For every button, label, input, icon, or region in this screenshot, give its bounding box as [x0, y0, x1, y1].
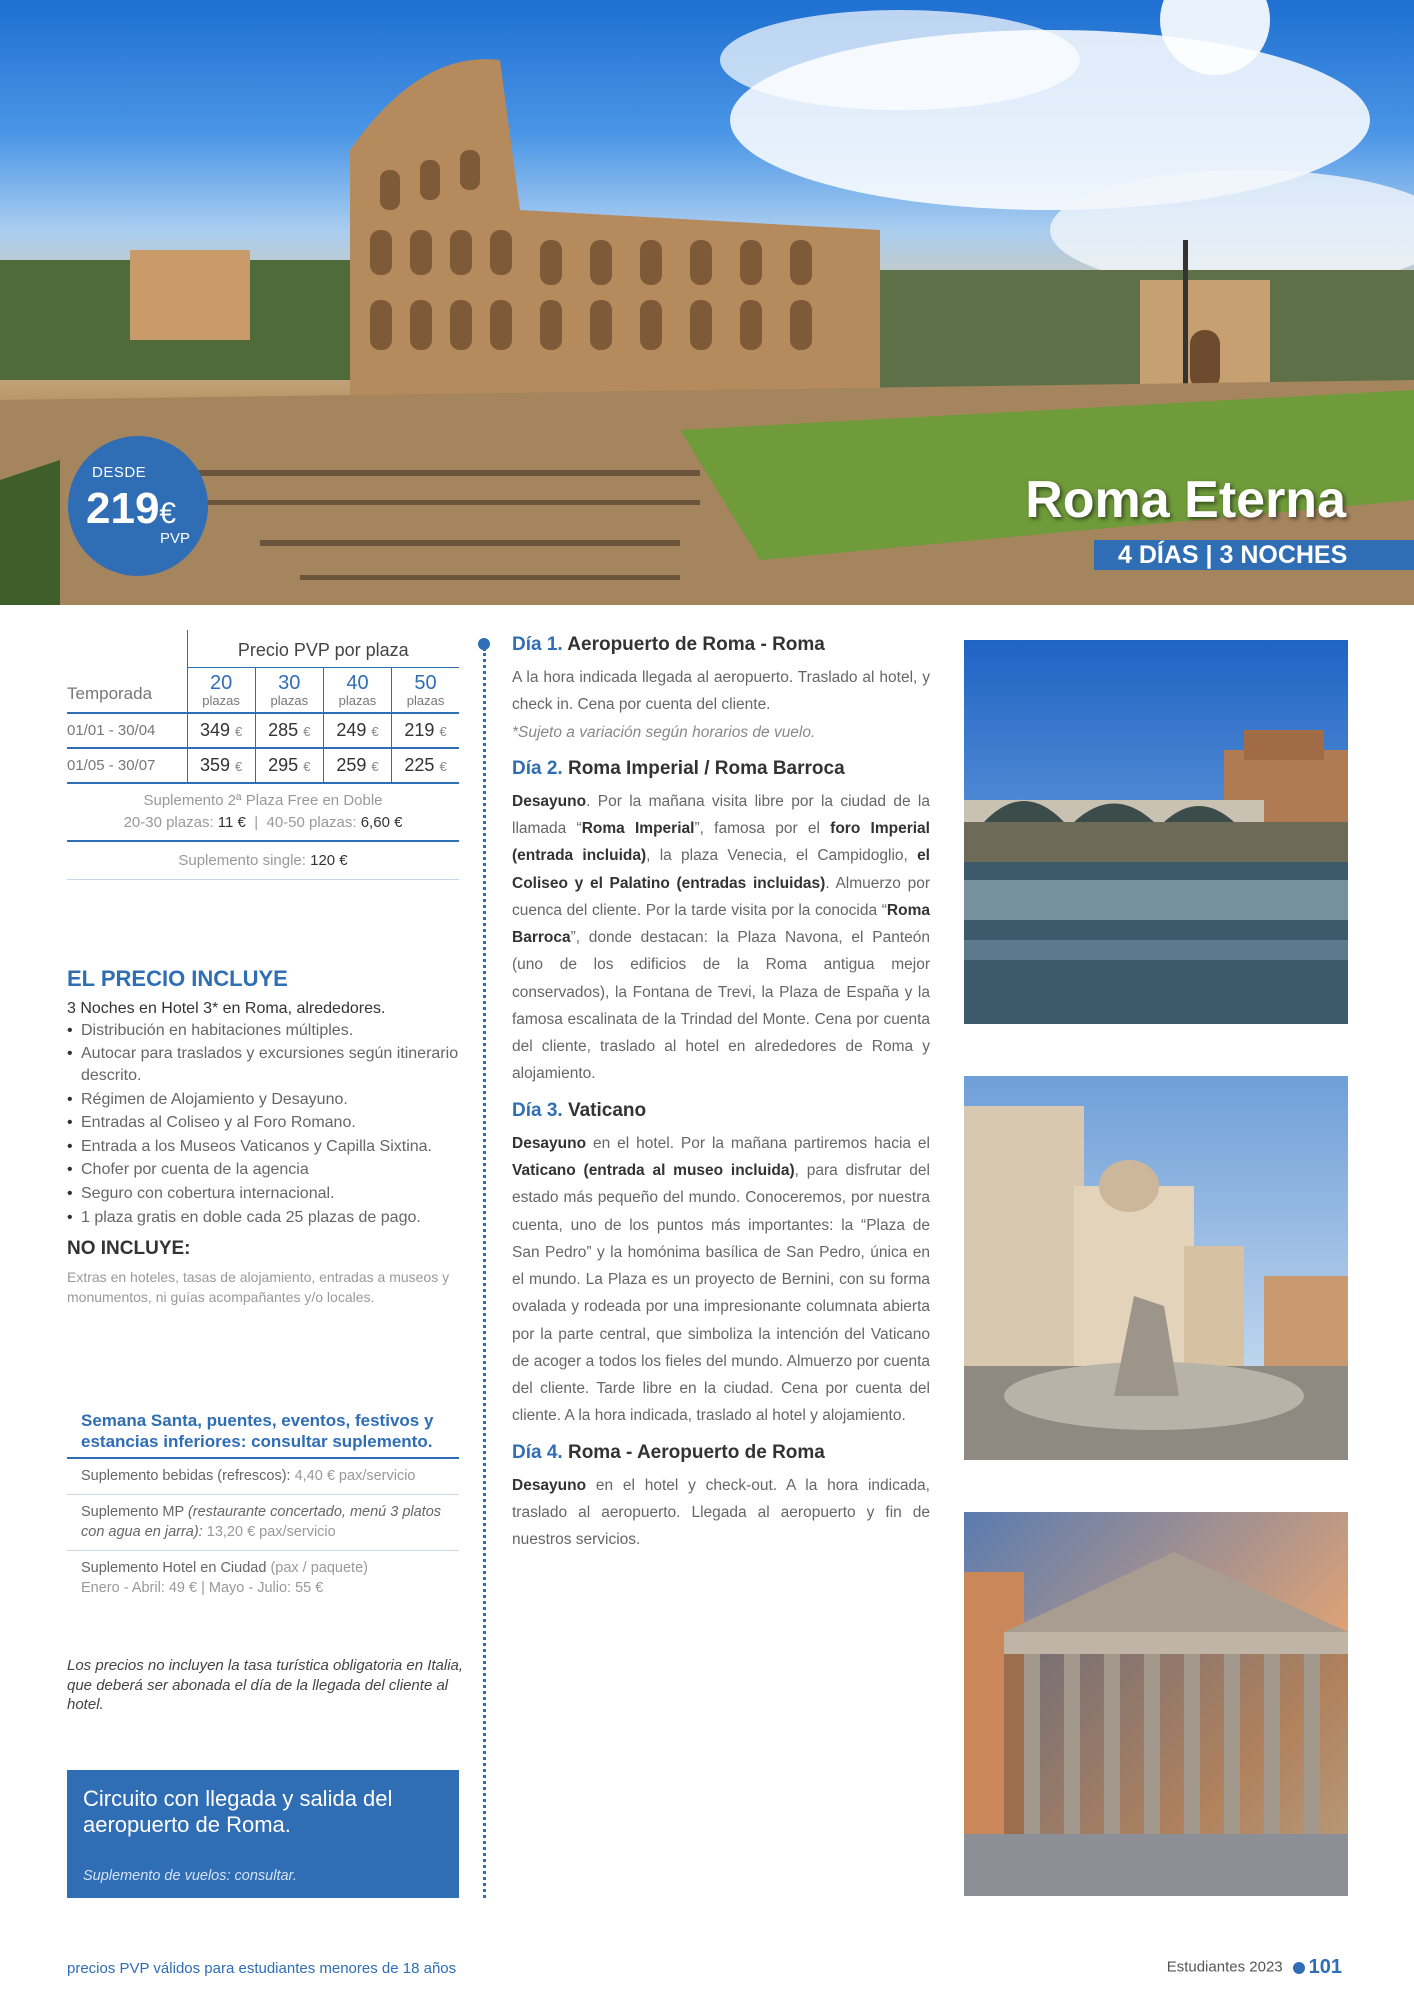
- left-column: [67, 630, 459, 1307]
- extras-table: [67, 1410, 459, 1606]
- column-40: 40 plazas: [323, 668, 391, 714]
- season-dates: 01/05 - 30/07: [67, 748, 187, 783]
- badge-pvp: PVP: [159, 530, 190, 547]
- day-title: Día 2. Roma Imperial / Roma Barroca: [512, 757, 845, 779]
- day-text: Desayuno. Por la mañana visita libre por la ciudad de la llamada “Roma Imperial”, famosa por el foro Imperial (entrada incluida), la plaza Venecia, el Campidoglio, el Coliseo y el Palatino (entradas incluidas). Almuerzo por cuenca del cliente. Por la tarde visita por la conocida “Roma Barroca”, donde destacan: la Plaza Navona, el Panteón (uno de los edificios de la Roma antigua mejor conservados), la Fontana de Trevi, la Plaza de España y la famosa escalinata de la Trindad del Monte. Cena por cuenta del cliente, traslado al hotel en alrededores de Roma y alojamiento.: [512, 792, 930, 1083]
- extras-title: Semana Santa, puentes, eventos, festivos y estancias inferiores: consultar suplemento.: [67, 1410, 459, 1459]
- price-cell: 225 €: [392, 748, 459, 783]
- day-text: A la hora indicada llegada al aeropuerto. Traslado al hotel, y check in. Cena por cuenta del cliente. *Sujeto a variación según horarios de vuelo.: [512, 669, 930, 741]
- single-supplement: Suplemento single: 120 €: [67, 842, 459, 880]
- tourist-tax-note: Los precios no incluyen la tasa turística obligatoria en Italia, que deberá ser abonada el día de la llegada del cliente al hotel.: [67, 1657, 464, 1713]
- list-item: • Seguro con cobertura internacional.: [67, 1183, 459, 1205]
- list-item: • Autocar para traslados y excursiones según itinerario descrito.: [67, 1043, 459, 1086]
- supplement-drinks: Suplemento bebidas (refrescos): 4,40 € pax/servicio: [67, 1459, 459, 1496]
- price-cell: 349 €: [187, 713, 255, 748]
- day-text: Desayuno en el hotel. Por la mañana partiremos hacia el Vaticano (entrada al museo incluida), para disfrutar del estado más pequeño del mundo. Conoceremos, por nuestra cuenta, uno de los puntos más importantes: la “Plaza de San Pedro” y la homónima basílica de San Pedro, única en el mundo. La Plaza es un proyecto de Bernini, con su forma ovalada y rodeada por una impresionante columnata abierta por la parte central, que simboliza la intención del Vaticano de acoger a todos los fieles del mundo. Almuerzo por cuenta del cliente. Tarde libre en la ciudad. Cena por cuenta del cliente. A la hora indicada, traslado al hotel y alojamiento.: [512, 1134, 930, 1425]
- trip-duration: 4 DÍAS | 3 NOCHES: [1094, 540, 1414, 570]
- table-row: [67, 748, 459, 783]
- list-item: • Distribución en habitaciones múltiples.: [67, 1020, 459, 1042]
- footer-note: precios PVP válidos para estudiantes menores de 18 años: [67, 1960, 457, 1977]
- not-included-text: Extras en hoteles, tasas de alojamiento, entradas a museos y monumentos, ni guías acompañantes y/o locales.: [67, 1269, 450, 1305]
- bullet-icon: [1293, 1962, 1305, 1974]
- supplement-city-hotel: Suplemento Hotel en Ciudad (pax / paquete) Enero - Abril: 49 € | Mayo - Julio: 55 €: [81, 1560, 368, 1596]
- castel-santangelo-photo: [964, 640, 1348, 1024]
- pantheon-photo: [964, 1512, 1348, 1896]
- circuit-info-box: [67, 1770, 459, 1898]
- includes-title: EL PRECIO INCLUYE: [67, 965, 288, 991]
- flights-supplement: Suplemento de vuelos: consultar.: [83, 1868, 297, 1884]
- circuit-title: Circuito con llegada y salida del aeropuerto de Roma.: [83, 1786, 393, 1838]
- price-cell: 295 €: [255, 748, 323, 783]
- supplement-half-board: Suplemento MP (restaurante concertado, menú 3 platos con agua en jarra): 13,20 € pax/servicio: [67, 1495, 459, 1551]
- list-item: • Chofer por cuenta de la agencia: [67, 1159, 459, 1181]
- season-dates: 01/01 - 30/04: [67, 713, 187, 748]
- footer-page-info: Estudiantes 2023 101: [1166, 1956, 1342, 1978]
- day-title: Día 4. Roma - Aeropuerto de Roma: [512, 1441, 825, 1463]
- not-included-title: NO INCLUYE:: [67, 1238, 191, 1260]
- dotted-divider: [483, 648, 486, 1898]
- price-cell: 359 €: [187, 748, 255, 783]
- includes-list: [67, 1020, 459, 1228]
- badge-price: 219€: [86, 484, 177, 533]
- season-header: Temporada: [67, 630, 187, 713]
- day-1: [512, 634, 930, 746]
- price-cell: 285 €: [255, 713, 323, 748]
- price-table-header: Precio PVP por plaza: [187, 630, 459, 668]
- price-cell: 219 €: [392, 713, 459, 748]
- hero-banner: [0, 0, 1414, 605]
- includes-lead: 3 Noches en Hotel 3* en Roma, alrededores.: [67, 999, 386, 1017]
- column-50: 50 plazas: [392, 668, 459, 714]
- badge-desde: DESDE: [92, 464, 147, 481]
- list-item: • Entradas al Coliseo y al Foro Romano.: [67, 1112, 459, 1134]
- table-row: [67, 713, 459, 748]
- day-3: [512, 1100, 930, 1430]
- day-4: [512, 1442, 930, 1554]
- price-badge: [68, 436, 208, 576]
- list-item: • Régimen de Alojamiento y Desayuno.: [67, 1089, 459, 1111]
- column-30: 30 plazas: [255, 668, 323, 714]
- price-table: [67, 630, 459, 784]
- day-title: Día 3. Vaticano: [512, 1099, 647, 1121]
- price-cell: 249 €: [323, 713, 391, 748]
- itinerary: [512, 634, 930, 1565]
- price-cell: 259 €: [323, 748, 391, 783]
- day-title: Día 1. Aeropuerto de Roma - Roma: [512, 634, 825, 655]
- piazza-navona-photo: [964, 1076, 1348, 1460]
- column-20: 20 plazas: [187, 668, 255, 714]
- day-text: Desayuno en el hotel y check-out. A la hora indicada, traslado al aeropuerto. Llegada al aeropuerto y fin de nuestros servicios.: [512, 1476, 930, 1549]
- trip-title: Roma Eterna: [1025, 471, 1346, 529]
- list-item: • 1 plaza gratis en doble cada 25 plazas de pago.: [67, 1207, 459, 1229]
- day-2: [512, 758, 930, 1088]
- list-item: • Entrada a los Museos Vaticanos y Capilla Sixtina.: [67, 1136, 459, 1158]
- page-number: 101: [1308, 1956, 1342, 1978]
- second-plaza-supplement: Suplemento 2ª Plaza Free en Doble 20-30 plazas: 11 € | 40-50 plazas: 6,60 €: [67, 784, 459, 842]
